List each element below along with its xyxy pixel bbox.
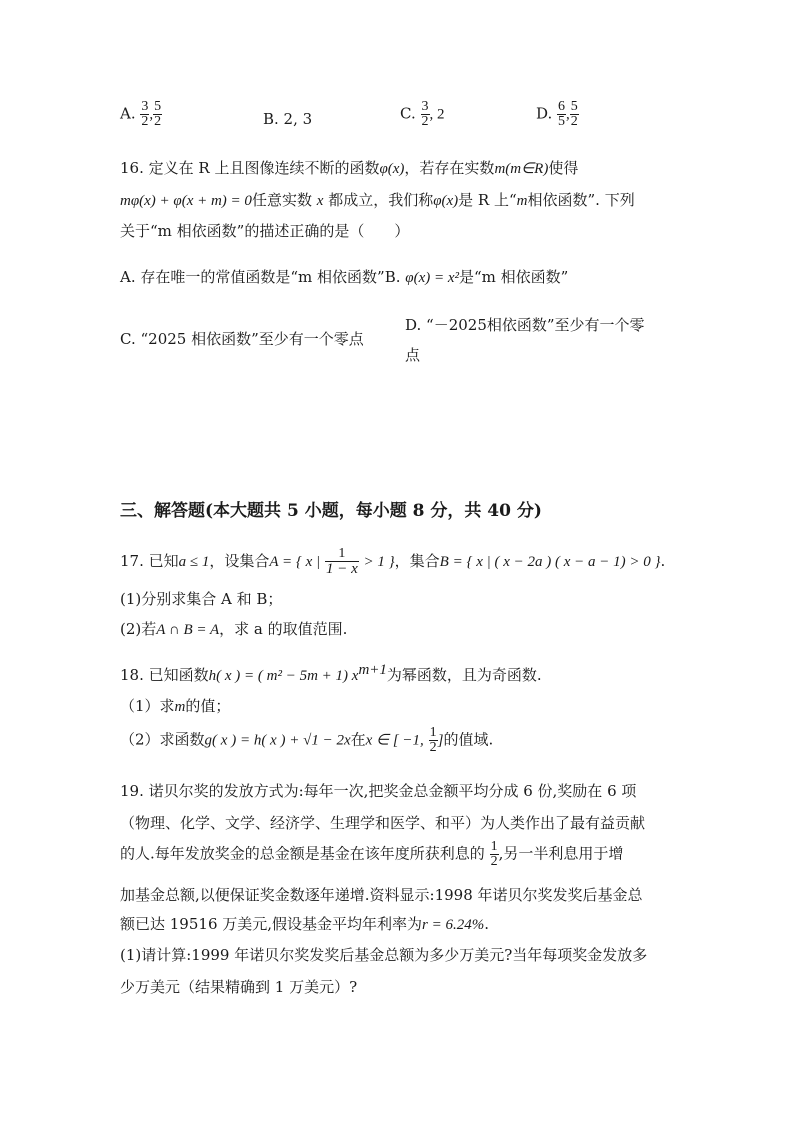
- q16-option-c: C. “2025 相依函数”至少有一个零点: [120, 330, 364, 348]
- q17-line1: 17. 已知a ≤ 1，设集合A = { x | $\frac{1}{1 - x}$ > 1 }，集合B = { x | ( x − 2a ) ( x − a − 1) > 0 }.: [120, 546, 666, 577]
- q16-line1: 16. 定义在 R 上且图像连续不断的函数φ(x)，若存在实数m(m∈R)使得: [120, 159, 579, 177]
- option-label: D.: [536, 104, 553, 123]
- q16-option-d-line2: 点: [405, 346, 421, 364]
- q16-option-a-b: A. 存在唯一的常值函数是“m 相依函数”B. φ(x) = x²是“m 相依函数”: [120, 268, 569, 286]
- fraction: $\frac{3}{2}$: [421, 99, 429, 129]
- q15-option-b: B. 2, 3: [263, 110, 313, 128]
- q19-part1-line1: (1)请计算:1999 年诺贝尔奖发奖后基金总额为多少万美元?当年每项奖金发放多: [120, 946, 648, 964]
- fraction: $\frac{3}{2}$: [141, 99, 149, 129]
- fraction: $\frac{5}{2}$: [154, 99, 162, 129]
- q18-part1: （1）求m的值；: [120, 697, 231, 715]
- q16-line3: 关于“m 相依函数”的描述正确的是（ ）: [120, 222, 410, 240]
- fraction: $\frac{1}{2}$: [429, 725, 437, 755]
- q19-line2: （物理、化学、文学、经济学、生理学和医学、和平）为人类作出了最有益贡献: [120, 814, 646, 832]
- q17-part1: (1)分别求集合 A 和 B；: [120, 590, 283, 608]
- q16-option-d-line1: D. “－2025相依函数”至少有一个零: [405, 316, 645, 334]
- q19-line4: 加基金总额,以便保证奖金数逐年递增.资料显示:1998 年诺贝尔奖发奖后基金总: [120, 886, 643, 904]
- q19-line3: 的人.每年发放奖金的总金额是基金在该年度所获利息的 $\frac{1}{2}$ ,另一半利息用于增: [120, 839, 624, 869]
- fraction: $\frac{6}{5}$: [558, 99, 566, 129]
- q18-part2: （2）求函数g( x ) = h( x ) + √1 − 2x在x ∈ [ −1, $\frac{1}{2}$ ]的值域.: [120, 725, 494, 755]
- q18-line1: 18. 已知函数h( x ) = ( m² − 5m + 1) $x^{m+1}$为幂函数，且为奇函数.: [120, 662, 542, 684]
- q19-line1: 19. 诺贝尔奖的发放方式为:每年一次,把奖金总金额平均分成 6 份,奖励在 6 项: [120, 782, 637, 800]
- section-title: 三、解答题(本大题共 5 小题，每小题 8 分，共 40 分): [120, 501, 542, 521]
- fraction: $\frac{1}{2}$: [490, 839, 498, 869]
- option-label: A.: [120, 104, 136, 123]
- fraction: $\frac{5}{2}$: [570, 99, 578, 129]
- q15-option-d: D. $\frac{6}{5}$ , $\frac{5}{2}$: [536, 99, 578, 129]
- q16-line2: mφ(x) + φ(x + m) = 0任意实数 x 都成立，我们称φ(x)是 R 上“m相依函数”. 下列: [120, 191, 635, 209]
- fraction: $\frac{1}{1 - x}$: [325, 546, 358, 577]
- q15-option-a: A. $\frac{3}{2}$ , $\frac{5}{2}$: [120, 99, 162, 129]
- q19-line5: 额已达 19516 万美元,假设基金平均年利率为r = 6.24%.: [120, 915, 490, 933]
- q19-part1-line2: 少万美元（结果精确到 1 万美元）?: [120, 978, 358, 996]
- q17-part2: (2)若A ∩ B = A，求 a 的取值范围.: [120, 620, 348, 638]
- q15-option-c: C. $\frac{3}{2}$ , 2: [400, 99, 445, 129]
- option-label: C.: [400, 104, 416, 123]
